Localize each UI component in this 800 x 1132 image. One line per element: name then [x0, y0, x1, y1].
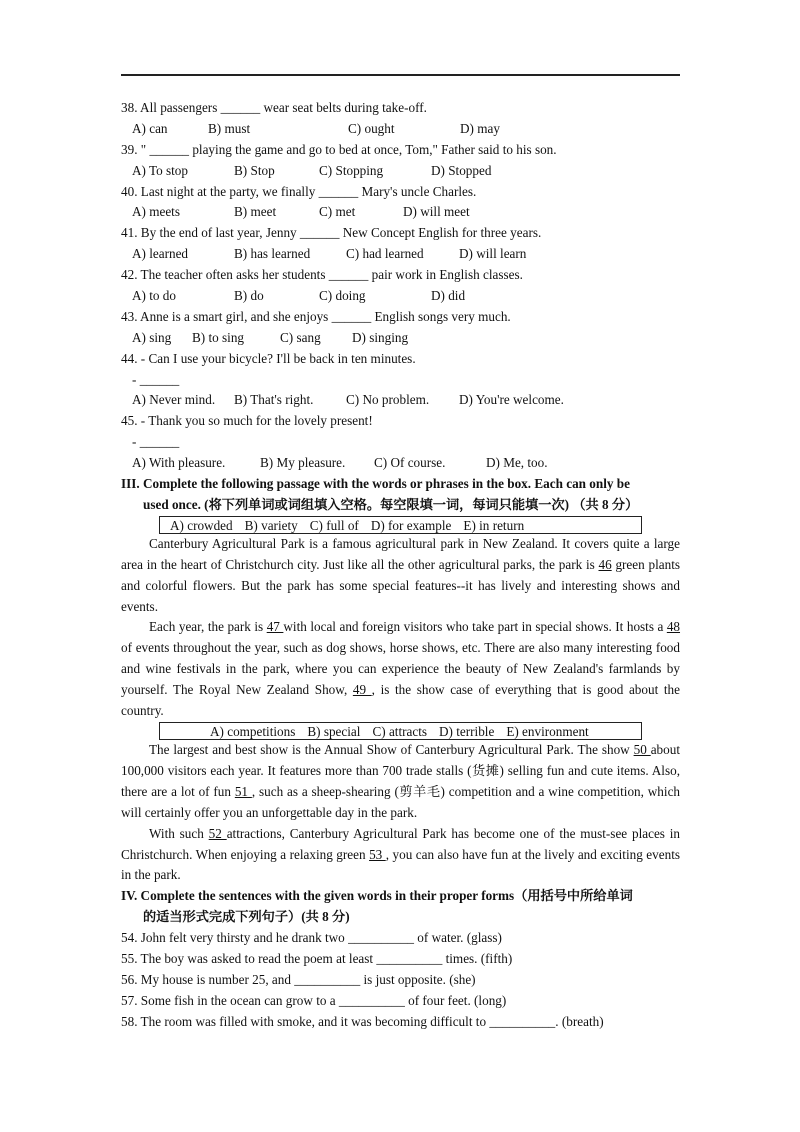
question-57: 57. Some fish in the ocean can grow to a __________ of four feet. (long)	[121, 992, 507, 1008]
option: A) With pleasure.	[132, 455, 226, 471]
option: D) may	[460, 120, 500, 136]
question-54: 54. John felt very thirsty and he drank two __________ of water. (glass)	[121, 930, 502, 946]
blank-50: 50	[633, 741, 651, 757]
header-rule	[121, 74, 680, 76]
exam-page	[121, 98, 680, 1033]
option: B) has learned	[234, 246, 311, 262]
section-4-title: IV. Complete the sentences with the given words in their proper forms（用括号中所给单词	[121, 888, 633, 904]
options-45	[121, 453, 680, 474]
text: , such as a sheep-shearing (剪羊毛) competition and a wine competition, which will certainly offer you an unforgettable day in the park.	[121, 783, 681, 820]
question-44: 44. - Can I use your bicycle? I'll be back in ten minutes.	[121, 350, 416, 366]
option: C) Of course.	[374, 455, 446, 471]
blank-47: 47	[266, 619, 284, 635]
option: A) meets	[132, 204, 180, 220]
text: With such	[149, 825, 209, 841]
question-38: 38. All passengers ______ wear seat belts during take-off.	[121, 100, 427, 115]
box-word: E) environment	[506, 723, 589, 739]
option: B) do	[234, 288, 264, 304]
question-55: 55. The boy was asked to read the poem at least __________ times. (fifth)	[121, 950, 513, 966]
options-38	[121, 119, 680, 140]
text: , is the show case of everything that is good about the country.	[121, 682, 680, 719]
passage-paragraph-1	[121, 534, 680, 618]
box-word: E) in return	[463, 517, 525, 533]
option: A) to do	[132, 288, 176, 304]
question-41: 41. By the end of last year, Jenny ______ New Concept English for three years.	[121, 225, 542, 241]
option: B) meet	[234, 204, 277, 220]
option: C) No problem.	[346, 392, 430, 408]
option: B) Stop	[234, 162, 275, 178]
passage-paragraph-3	[121, 740, 680, 824]
question-56: 56. My house is number 25, and __________ is just opposite. (she)	[121, 971, 476, 987]
box-word: C) full of	[309, 517, 359, 533]
question-40: 40. Last night at the party, we finally ______ Mary's uncle Charles.	[121, 183, 477, 199]
option: D) will learn	[459, 246, 527, 262]
option: D) will meet	[403, 204, 470, 220]
text: of events throughout the year, such as dog shows, horse shows, etc. There are also many interesting food and wine festivals in the park, where you can experience the beauty of New Zealand's farmlands by yourself. The Royal New Zealand Show,	[121, 640, 680, 698]
option: C) met	[319, 204, 356, 220]
box-word: C) attracts	[372, 723, 428, 739]
section-3-title: III. Complete the following passage with the words or phrases in the box. Each can only be	[121, 476, 630, 492]
option: A) Never mind.	[132, 392, 216, 408]
option: A) learned	[132, 246, 189, 262]
option: C) sang	[280, 329, 321, 345]
options-43	[121, 328, 680, 349]
text: The largest and best show is the Annual Show of Canterbury Agricultural Park. The show	[149, 741, 634, 757]
option: D) Stopped	[431, 162, 492, 178]
question-43: 43. Anne is a smart girl, and she enjoys ______ English songs very much.	[121, 308, 511, 324]
passage-paragraph-4	[121, 824, 680, 887]
options-39	[121, 161, 680, 182]
option: B) That's right.	[234, 392, 314, 408]
question-39: 39. " ______ playing the game and go to bed at once, Tom," Father said to his son.	[121, 141, 557, 157]
option: D) did	[431, 288, 466, 304]
section-4-title-cont: 的适当形式完成下列句子）(共 8 分)	[143, 909, 350, 925]
options-44	[121, 390, 680, 411]
box-word: B) variety	[244, 517, 298, 533]
text: with local and foreign visitors who take part in special shows. It hosts a	[283, 619, 667, 635]
option: C) Stopping	[319, 162, 384, 178]
option: D) singing	[352, 329, 409, 345]
option: C) ought	[348, 120, 395, 136]
passage-paragraph-2	[121, 617, 680, 722]
option: A) sing	[132, 329, 172, 345]
box-word: A) crowded	[170, 517, 233, 533]
box-word: B) special	[307, 723, 361, 739]
text: Canterbury Agricultural Park is a famous agricultural park in New Zealand. It covers quite a large area in the heart of Christchurch city. Just like all the other agricultural parks, the park is	[121, 535, 680, 572]
option: D) Me, too.	[486, 455, 548, 471]
blank-53: 53	[369, 846, 386, 862]
word-box-2	[159, 722, 642, 740]
option: A) can	[132, 120, 168, 136]
question-58: 58. The room was filled with smoke, and it was becoming difficult to __________. (breath)	[121, 1013, 604, 1029]
text: green plants and colorful flowers. But the park has some special features--it has lively and interesting shows and events.	[121, 556, 680, 614]
blank-48: 48	[666, 619, 681, 635]
reply-44: - ______	[132, 371, 180, 387]
option: C) doing	[319, 288, 366, 304]
word-box-1	[159, 516, 642, 534]
options-41	[121, 244, 680, 265]
blank-52: 52	[208, 825, 227, 841]
option: C) had learned	[346, 246, 424, 262]
question-45: 45. - Thank you so much for the lovely present!	[121, 413, 373, 429]
section-3-title-cont: used once. (将下列单词或词组填入空格。每空限填一词，每词只能填一次) （共 8 分）	[143, 496, 639, 512]
box-word: D) for example	[370, 517, 452, 533]
option: B) My pleasure.	[260, 455, 346, 471]
text: Each year, the park is	[149, 619, 267, 635]
blank-46: 46	[598, 556, 612, 572]
option: B) must	[208, 120, 251, 136]
box-word: D) terrible	[439, 723, 495, 739]
options-40	[121, 202, 680, 223]
option: D) You're welcome.	[459, 392, 564, 408]
options-42	[121, 286, 680, 307]
reply-45: - ______	[132, 434, 180, 450]
question-42: 42. The teacher often asks her students ______ pair work in English classes.	[121, 267, 523, 283]
text: , you can also have fun at the lively and exciting events in the park.	[121, 846, 680, 883]
option: A) To stop	[132, 162, 188, 178]
blank-49: 49	[352, 682, 372, 698]
box-word: A) competitions	[210, 723, 296, 739]
option: B) to sing	[192, 329, 245, 345]
text: about 100,000 visitors each year. It features more than 700 trade stalls (货摊) selling fun and cute items. Also, there are a lot of fun	[121, 741, 681, 799]
blank-51: 51	[234, 783, 252, 799]
text: attractions, Canterbury Agricultural Park has become one of the must-see places in Christchurch. When enjoying a relaxing green	[121, 825, 681, 862]
